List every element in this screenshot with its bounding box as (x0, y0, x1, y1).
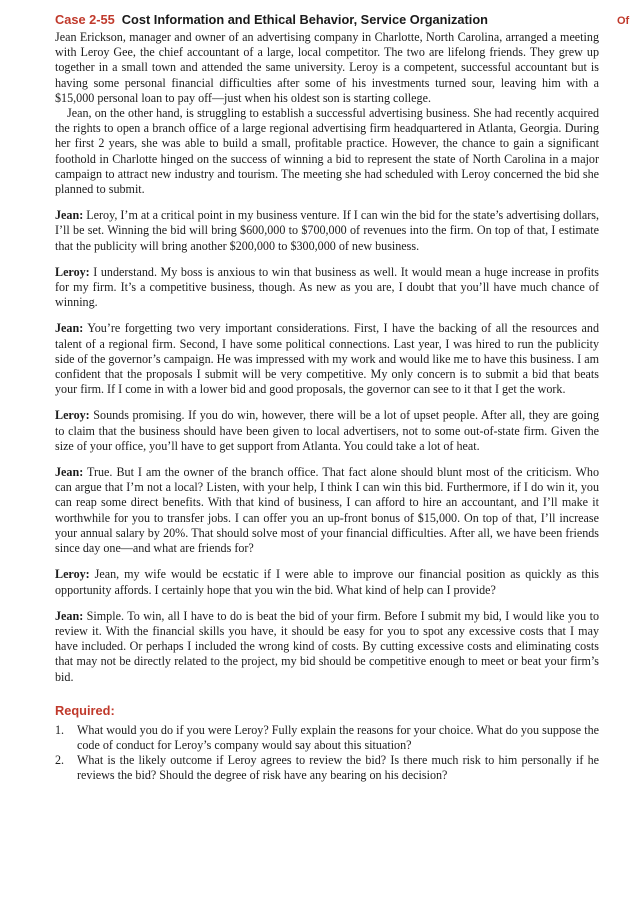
speaker-name: Jean: (55, 465, 84, 480)
speaker-name: Leroy: (55, 567, 90, 582)
dialogue-line (55, 567, 599, 597)
document-page (55, 12, 599, 784)
dialogue-line (55, 265, 599, 311)
dialogue-text: Simple. To win, all I have to do is beat the bid of your firm. Before I submit my bid, I would like you to review it. With the financial skills you have, it should be easy for you to spot any excessive costs that I may have included. Or perhaps I included the wrong kind of costs. By cutting excessive costs and eliminating costs that may not be directly related to the project, my bid should be competitive enough to meet or beat your firm’s bid. (55, 608, 599, 684)
dialogue-line (55, 321, 599, 397)
dialogue-line (55, 208, 599, 254)
dialogue-text: Jean, my wife would be ecstatic if I were able to improve our financial position as quickly as this opportunity affords. I certainly hope that you win the bid. What kind of help can I provide? (55, 567, 600, 597)
intro-paragraph: Jean Erickson, manager and owner of an advertising company in Charlotte, North Carolina, arranged a meeting with Leroy Gee, the chief accountant of a large, local competitor. The two are lifelong friends. They grew up together in a small town and attended the same university. Leroy is a competent, successful accountant but is having some personal financial difficulties after some of his investments turned sour, leaving him with a $15,000 personal loan to pay off—just when his oldest son is starting college. (55, 30, 599, 105)
dialogue-text: Leroy, I’m at a critical point in my business venture. If I can win the bid for the state’s advertising dollars, I’ll be set. Winning the bid will bring $600,000 to $700,000 of revenues into the firm. On top of that, I estimate that the publicity will bring another $200,000 to $300,000 of new business. (55, 208, 599, 253)
required-item (55, 723, 599, 753)
speaker-name: Jean: (55, 608, 84, 623)
required-section (55, 703, 599, 784)
intro-paragraph: Jean, on the other hand, is struggling to establish a successful advertising business. She had recently acquired the rights to open a branch office of a large regional advertising firm headquartered in Atlanta, Georgia. During her first 2 years, she was able to build a small, profitable practice. However, the chance to gain a significant foothold in Charlotte hinged on the success of winning a bid to represent the state of North Carolina in a major campaign to attract new industry and tourism. The meeting she had scheduled with Leroy concerned the bid she planned to submit. (55, 106, 599, 197)
dialogue-line (55, 408, 599, 454)
dialogue-line (55, 465, 599, 556)
speaker-name: Jean: (55, 208, 84, 223)
dialogue-text: Sounds promising. If you do win, however, there will be a lot of upset people. After all, they are going to claim that the business should have been given to local advertisers, not to some out-of-state firm. Given the size of your office, you’ll have to get support from Atlanta. You could take a lot of heat. (55, 408, 599, 453)
dialogue (55, 208, 599, 684)
case-number: Case 2-55 (55, 12, 115, 27)
required-item-text: What is the likely outcome if Leroy agrees to review the bid? Is there much risk to him personally if he reviews the bid? Should the degree of risk have any bearing on his decision? (77, 753, 599, 783)
required-item-text: What would you do if you were Leroy? Fully explain the reasons for your choice. What do you suppose the code of conduct for Leroy’s company would say about this situation? (77, 722, 599, 752)
required-item (55, 753, 599, 783)
speaker-name: Leroy: (55, 264, 90, 279)
required-heading: Required: (55, 702, 115, 718)
case-intro (55, 30, 599, 197)
dialogue-line (55, 609, 599, 685)
case-heading (55, 12, 599, 27)
side-tab-label: Of (617, 15, 630, 27)
speaker-name: Leroy: (55, 408, 90, 423)
dialogue-text: You’re forgetting two very important considerations. First, I have the backing of all the resources and talent of a regional firm. Second, I have some political connections. Last year, I was hired to run the publicity side of the governor’s campaign. He was impressed with my work and would like me to have this business. I am confident that the proposals I submit will be very competitive. My only concern is to submit a bid that beats your firm. If I come in with a lower bid and good proposals, the governor can see to it that I get the work. (55, 321, 600, 397)
dialogue-text: True. But I am the owner of the branch office. That fact alone should blunt most of the criticism. Who can argue that I’m not a local? Listen, with your help, I think I can win this bid. Furthermore, if I do win it, you can reap some direct benefits. With that kind of business, I can afford to hire an accountant, and I’ll make it worthwhile for you to transfer jobs. I can offer you an up-front bonus of $15,000. On top of that, I’ll increase your annual salary by 20%. That should solve most of your financial difficulties. After all, we have been friends since day one—and what are friends for? (55, 465, 599, 556)
required-item-number: 1. (55, 722, 65, 737)
case-title: Cost Information and Ethical Behavior, Service Organization (121, 12, 488, 27)
required-item-number: 2. (55, 753, 65, 768)
dialogue-text: I understand. My boss is anxious to win that business as well. It would mean a huge increase in profits for my firm. It’s a competitive business, though. As new as you are, I doubt that you’ll have much chance of winning. (55, 264, 599, 310)
speaker-name: Jean: (55, 321, 84, 336)
